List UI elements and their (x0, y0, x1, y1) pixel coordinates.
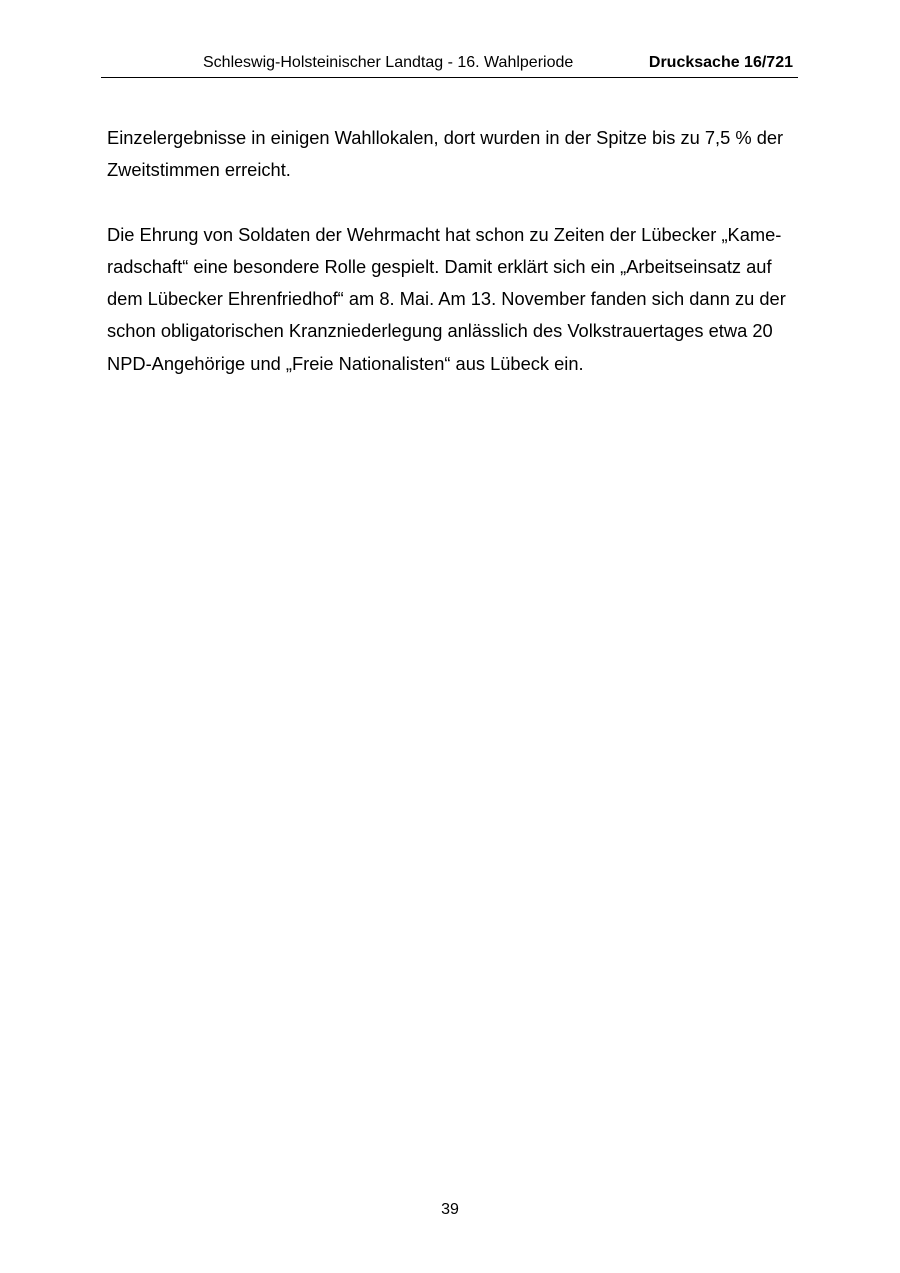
page-number: 39 (441, 1201, 459, 1218)
body-text (107, 122, 797, 380)
text-line: NPD-Angehörige und „Freie Nationalisten“ aus Lübeck ein. (107, 352, 584, 374)
document-number: Drucksache 16/721 (648, 54, 793, 71)
text-line: dem Lübecker Ehrenfriedhof“ am 8. Mai. Am 13. November fanden sich dann zu der (107, 288, 786, 310)
paragraph (107, 122, 797, 187)
header-rule (101, 77, 798, 78)
header-title: Schleswig-Holsteinischer Landtag - 16. Wahlperiode (203, 54, 574, 71)
text-line: Die Ehrung von Soldaten der Wehrmacht hat schon zu Zeiten der Lübecker „Kame- (107, 223, 782, 245)
page-header (101, 52, 798, 78)
paragraph (107, 219, 797, 380)
text-line: Einzelergebnisse in einigen Wahllokalen, dort wurden in der Spitze bis zu 7,5 % der (107, 127, 784, 148)
text-line: radschaft“ eine besondere Rolle gespielt. Damit erklärt sich ein „Arbeitseinsatz auf (107, 255, 772, 277)
text-line: Zweitstimmen erreicht. (107, 159, 291, 181)
text-line: schon obligatorischen Kranzniederlegung anlässlich des Volkstrauertages etwa 20 (107, 320, 773, 342)
